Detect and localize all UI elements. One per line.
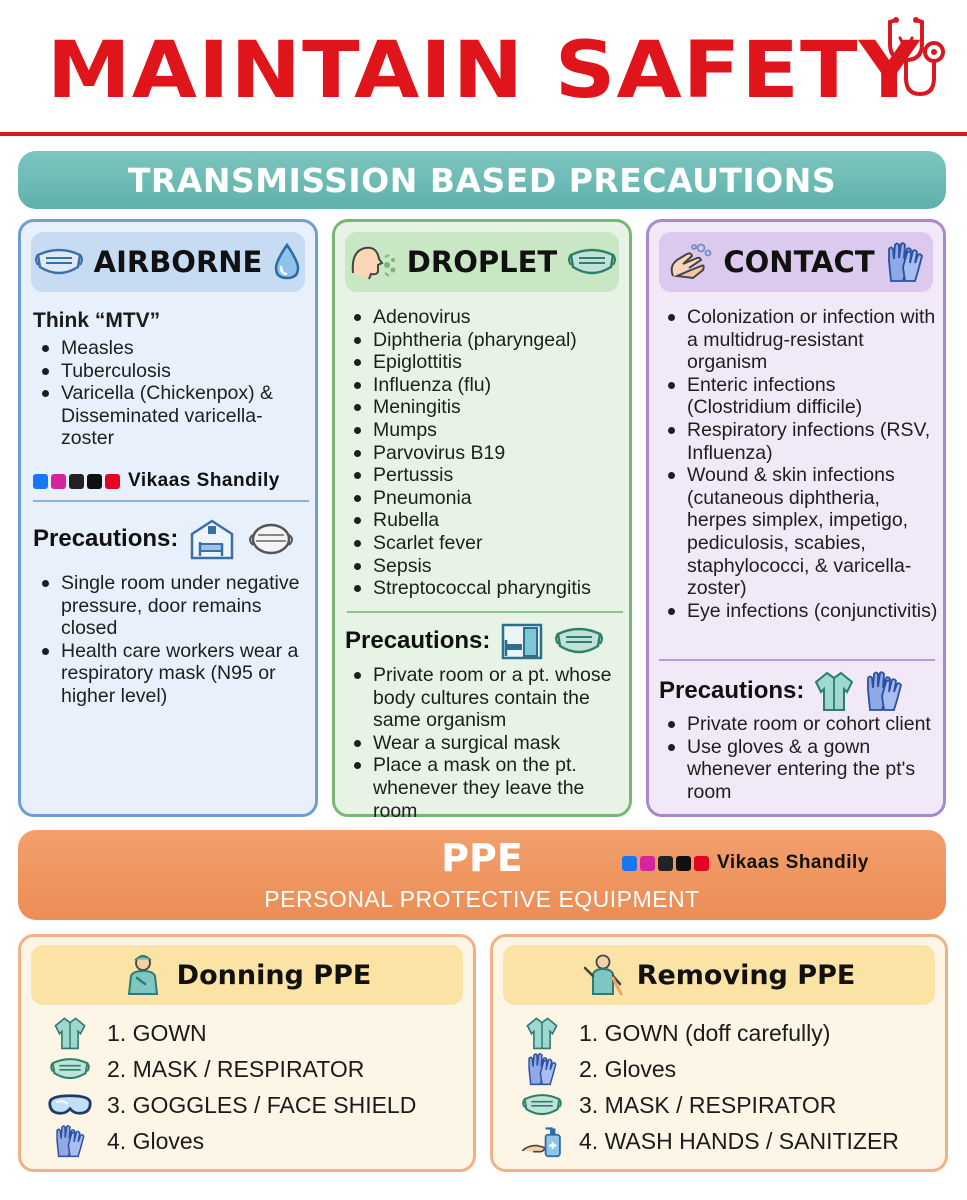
instagram-icon[interactable] (51, 474, 66, 489)
contact-card (646, 219, 946, 817)
private-room-icon (500, 622, 544, 660)
precautions-title: Precautions: (659, 677, 805, 704)
list-item: Pertussis (345, 464, 627, 487)
removing-step (519, 1015, 899, 1051)
list-item: Health care workers wear a respiratory mask (N95 or higher level) (33, 640, 315, 708)
hospital-room-icon (188, 518, 236, 560)
list-item: Single room under negative pressure, door remains closed (33, 572, 315, 640)
threads-icon[interactable] (658, 856, 673, 871)
gown-icon (53, 1016, 87, 1050)
removing-step (519, 1123, 899, 1159)
list-item: Pneumonia (345, 487, 627, 510)
removing-step-label: 2. Gloves (579, 1055, 677, 1082)
list-item: Sepsis (345, 555, 627, 578)
contact-precautions-header (659, 670, 904, 712)
think-mtv: Think “MTV” (33, 309, 161, 332)
list-item: Tuberculosis (33, 360, 313, 383)
ppe-title: PPE (441, 836, 523, 880)
gloves-icon (885, 241, 925, 283)
donning-step (47, 1087, 416, 1123)
water-drop-icon (272, 243, 302, 281)
precautions-title: Precautions: (33, 525, 179, 552)
droplet-precautions-list (345, 664, 631, 822)
social-credit (33, 470, 280, 492)
list-item: Rubella (345, 509, 627, 532)
social-credit (622, 852, 869, 874)
goggles-icon (47, 1093, 93, 1117)
donning-step-label: 1. GOWN (107, 1019, 207, 1046)
instagram-icon[interactable] (640, 856, 655, 871)
removing-header (503, 945, 935, 1005)
airborne-disease-list (33, 337, 313, 450)
list-item: Respiratory infections (RSV, Influenza) (659, 419, 941, 464)
list-item: Eye infections (conjunctivitis) (659, 600, 941, 623)
respirator-icon (246, 521, 296, 557)
list-item: Influenza (flu) (345, 374, 627, 397)
removing-step-label: 1. GOWN (doff carefully) (579, 1019, 831, 1046)
gown-icon (814, 670, 854, 712)
donning-step-label: 4. Gloves (107, 1127, 205, 1154)
donning-title: Donning PPE (176, 959, 372, 991)
divider (347, 611, 623, 613)
page-title: MAINTAIN SAFETY (46, 26, 921, 116)
mask-icon (34, 245, 84, 279)
donning-card (18, 934, 476, 1172)
list-item: Epiglottitis (345, 351, 627, 374)
list-item: Scarlet fever (345, 532, 627, 555)
list-item: Meningitis (345, 396, 627, 419)
donning-step (47, 1015, 416, 1051)
pinterest-icon[interactable] (105, 474, 120, 489)
list-item: Place a mask on the pt. whenever they leave the room (345, 754, 631, 822)
mask-icon (48, 1055, 92, 1083)
section-banner (18, 151, 946, 209)
list-item: Adenovirus (345, 306, 627, 329)
precautions-title: Precautions: (345, 627, 491, 654)
donning-step-label: 2. MASK / RESPIRATOR (107, 1055, 365, 1082)
person-removing-icon (583, 954, 623, 996)
airborne-precautions-list (33, 572, 315, 708)
threads-icon[interactable] (69, 474, 84, 489)
contact-header (659, 232, 933, 292)
x-icon[interactable] (676, 856, 691, 871)
removing-title: Removing PPE (636, 959, 856, 991)
section-title: TRANSMISSION BASED PRECAUTIONS (127, 160, 837, 200)
donning-step-label: 3. GOGGLES / FACE SHIELD (107, 1091, 417, 1118)
sneeze-icon (347, 243, 397, 281)
ppe-banner (18, 830, 946, 920)
pinterest-icon[interactable] (694, 856, 709, 871)
removing-step-label: 4. WASH HANDS / SANITIZER (579, 1127, 899, 1154)
list-item: Use gloves & a gown whenever entering the pt's room (659, 736, 945, 804)
list-item: Diphtheria (pharyngeal) (345, 329, 627, 352)
mask-icon (520, 1091, 564, 1119)
author-name: Vikaas Shandily (717, 852, 869, 873)
mask-icon (567, 245, 617, 279)
removing-step-label: 3. MASK / RESPIRATOR (579, 1091, 837, 1118)
donning-step (47, 1123, 416, 1159)
list-item: Private room or a pt. whose body cultures contain the same organism (345, 664, 631, 732)
gloves-icon (864, 670, 904, 712)
divider (33, 500, 309, 502)
gloves-icon (53, 1124, 87, 1158)
author-name: Vikaas Shandily (128, 470, 280, 491)
airborne-precautions-header (33, 518, 296, 560)
donning-step (47, 1051, 416, 1087)
donning-steps (47, 1015, 416, 1159)
contact-title: CONTACT (723, 245, 875, 279)
list-item: Measles (33, 337, 313, 360)
droplet-card (332, 219, 632, 822)
list-item: Mumps (345, 419, 627, 442)
list-item: Enteric infections (Clostridium difficile) (659, 374, 941, 419)
gloves-icon (525, 1052, 559, 1086)
ppe-subtitle: PERSONAL PROTECTIVE EQUIPMENT (264, 886, 700, 912)
list-item: Colonization or infection with a multidrug-resistant organism (659, 306, 941, 374)
removing-step (519, 1051, 899, 1087)
hand-wash-icon (667, 242, 713, 282)
droplet-precautions-header (345, 622, 604, 660)
airborne-card (18, 219, 318, 817)
droplet-header (345, 232, 619, 292)
gown-icon (525, 1016, 559, 1050)
list-item: Streptococcal pharyngitis (345, 577, 627, 600)
airborne-title: AIRBORNE (93, 245, 263, 279)
airborne-header (31, 232, 305, 292)
removing-steps (519, 1015, 899, 1159)
droplet-disease-list (345, 306, 627, 600)
list-item: Wound & skin infections (cutaneous diphtheria, herpes simplex, impetigo, pediculosis, scabies, staphylococci, & varicella-zoster) (659, 464, 941, 600)
list-item: Parvovirus B19 (345, 442, 627, 465)
x-icon[interactable] (87, 474, 102, 489)
header (0, 0, 967, 138)
facebook-icon[interactable] (622, 856, 637, 871)
droplet-title: DROPLET (406, 245, 558, 279)
donning-header (31, 945, 463, 1005)
list-item: Wear a surgical mask (345, 732, 631, 755)
title-underline (0, 132, 967, 136)
removing-step (519, 1087, 899, 1123)
sanitizer-icon (520, 1124, 564, 1158)
surgical-mask-icon (554, 624, 604, 658)
list-item: Private room or cohort client (659, 713, 945, 736)
person-donning-icon (123, 954, 163, 996)
divider (659, 659, 935, 661)
stethoscope-icon (882, 14, 952, 102)
list-item: Varicella (Chickenpox) & Disseminated varicella-zoster (33, 382, 313, 450)
facebook-icon[interactable] (33, 474, 48, 489)
contact-precautions-list (659, 713, 945, 803)
contact-disease-list (659, 306, 941, 622)
removing-card (490, 934, 948, 1172)
